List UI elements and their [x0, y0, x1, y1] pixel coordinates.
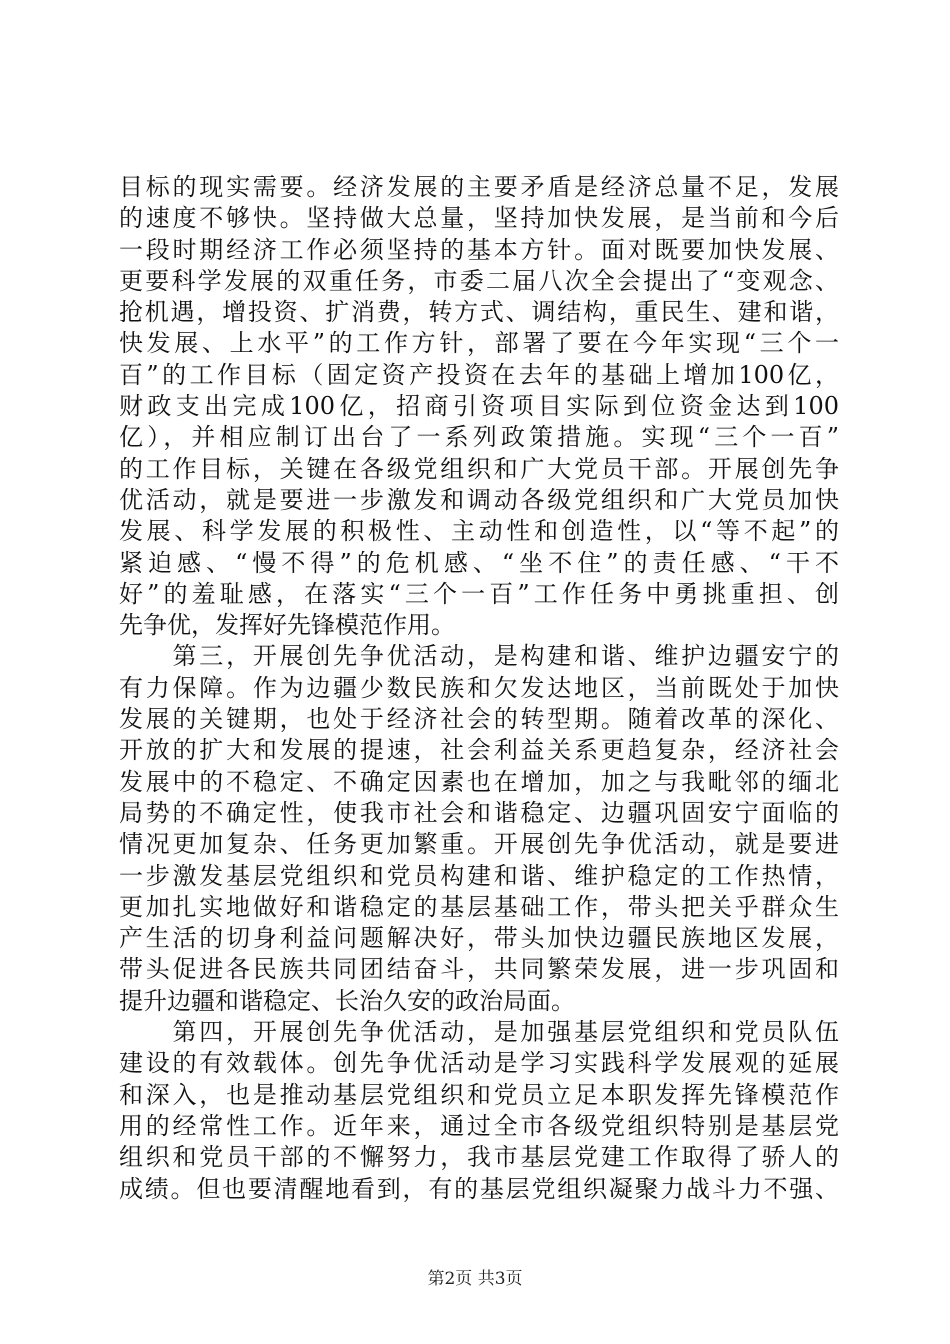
text-line: 一段时期经济工作必须坚持的基本方针。面对既要加快发展、 [119, 235, 839, 264]
text-line: 有力保障。作为边疆少数民族和欠发达地区，当前既处于加快 [119, 673, 839, 702]
text-line: 优活动，就是要进一步激发和调动各级党组织和广大党员加快 [119, 485, 839, 514]
text-line: 第三，开展创先争优活动，是构建和谐、维护边疆安宁的 [119, 642, 839, 671]
text-line: 一步激发基层党组织和党员构建和谐、维护稳定的工作热情， [119, 861, 839, 890]
text-line: 先争优，发挥好先锋模范作用。 [119, 611, 455, 640]
text-line: 好”的羞耻感，在落实“三个一百”工作任务中勇挑重担、创 [119, 579, 839, 608]
text-line: 和深入，也是推动基层党组织和党员立足本职发挥先锋模范作 [119, 1080, 839, 1109]
text-line: 产生活的切身利益问题解决好，带头加快边疆民族地区发展， [119, 924, 839, 953]
text-line: 开放的扩大和发展的提速，社会利益关系更趋复杂，经济社会 [119, 736, 839, 765]
text-line: 发展中的不稳定、不确定因素也在增加，加之与我毗邻的缅北 [119, 767, 839, 796]
text-line: 组织和党员干部的不懈努力，我市基层党建工作取得了骄人的 [119, 1143, 839, 1172]
text-line: 快发展、上水平”的工作方针，部署了要在今年实现“三个一 [119, 329, 839, 358]
text-line: 目标的现实需要。经济发展的主要矛盾是经济总量不足，发展 [119, 173, 839, 201]
text-line: 局势的不确定性，使我市社会和谐稳定、边疆巩固安宁面临的 [119, 798, 839, 827]
text-line: 更要科学发展的双重任务，市委二届八次全会提出了“变观念、 [119, 266, 839, 295]
page-footer: 第2页 共3页 [427, 1269, 523, 1289]
text-line: 的工作目标，关键在各级党组织和广大党员干部。开展创先争 [119, 454, 839, 483]
text-line: 情况更加复杂、任务更加繁重。开展创先争优活动，就是要进 [119, 830, 839, 859]
text-line: 亿），并相应制订出台了一系列政策措施。实现“三个一百” [119, 423, 839, 452]
text-line: 的速度不够快。坚持做大总量，坚持加快发展，是当前和今后 [119, 204, 839, 233]
body-text [119, 172, 839, 1205]
text-line: 发展的关键期，也处于经济社会的转型期。随着改革的深化、 [119, 705, 839, 734]
text-line: 第四，开展创先争优活动，是加强基层党组织和党员队伍 [119, 1018, 839, 1047]
text-line: 建设的有效载体。创先争优活动是学习实践科学发展观的延展 [119, 1049, 839, 1078]
text-line: 百”的工作目标（固定资产投资在去年的基础上增加100亿， [119, 360, 839, 389]
text-line: 财政支出完成100亿，招商引资项目实际到位资金达到100 [119, 392, 839, 421]
text-line: 成绩。但也要清醒地看到，有的基层党组织凝聚力战斗力不强、 [119, 1174, 839, 1203]
text-line: 提升边疆和谐稳定、长治久安的政治局面。 [119, 986, 575, 1015]
text-line: 更加扎实地做好和谐稳定的基层基础工作，带头把关乎群众生 [119, 892, 839, 921]
text-line: 紧迫感、“慢不得”的危机感、“坐不住”的责任感、“干不 [119, 548, 839, 577]
text-line: 抢机遇，增投资、扩消费，转方式、调结构，重民生、建和谐， [119, 298, 839, 327]
text-line: 发展、科学发展的积极性、主动性和创造性，以“等不起”的 [119, 517, 839, 546]
text-line: 用的经常性工作。近年来，通过全市各级党组织特别是基层党 [119, 1111, 839, 1140]
text-line: 带头促进各民族共同团结奋斗，共同繁荣发展，进一步巩固和 [119, 955, 839, 984]
